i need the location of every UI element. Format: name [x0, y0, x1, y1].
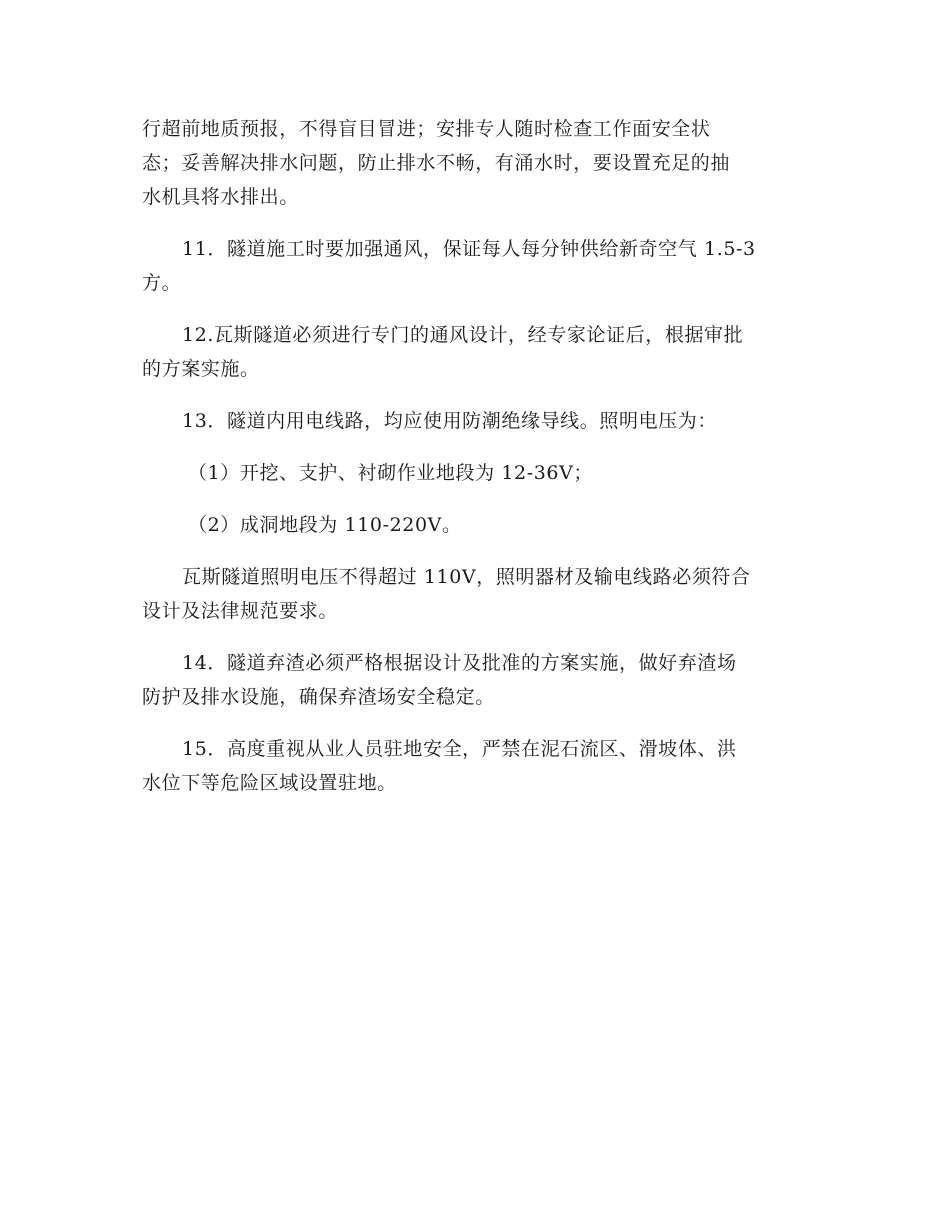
- paragraph-item-14: [142, 646, 812, 714]
- paragraph-item-11: [142, 232, 812, 300]
- text-line: 水机具将水排出。: [142, 186, 299, 208]
- text-line: （1）开挖、支护、衬砌作业地段为 12-36V；: [188, 462, 594, 484]
- text-line: 设计及法律规范要求。: [142, 600, 339, 622]
- text-line: 方。: [142, 272, 182, 294]
- text-line: 态；妥善解决排水问题，防止排水不畅，有涌水时，要设置充足的抽: [142, 152, 731, 174]
- text-line: 瓦斯隧道照明电压不得超过 110V，照明器材及输电线路必须符合: [182, 566, 751, 588]
- paragraph-continued: [142, 112, 812, 214]
- text-line: 水位下等危险区域设置驻地。: [142, 772, 397, 794]
- text-line: 14．隧道弃渣必须严格根据设计及批准的方案实施，做好弃渣场: [182, 652, 737, 674]
- text-line: 13．隧道内用电线路，均应使用防潮绝缘导线。照明电压为：: [182, 410, 717, 432]
- document-body: [142, 112, 812, 800]
- paragraph-item-13-sub-2: [142, 508, 812, 542]
- text-line: 15．高度重视从业人员驻地安全，严禁在泥石流区、滑坡体、洪: [182, 738, 737, 760]
- text-line: （2）成洞地段为 110-220V。: [188, 514, 462, 536]
- text-line: 防护及排水设施，确保弃渣场安全稳定。: [142, 686, 495, 708]
- paragraph-item-13: [142, 404, 812, 438]
- paragraph-item-13-note: [142, 560, 812, 628]
- text-line: 12.瓦斯隧道必须进行专门的通风设计，经专家论证后，根据审批: [182, 324, 744, 346]
- text-line: 的方案实施。: [142, 358, 260, 380]
- text-line: 行超前地质预报，不得盲目冒进；安排专人随时检查工作面安全状: [142, 118, 711, 140]
- paragraph-item-12: [142, 318, 812, 386]
- paragraph-item-15: [142, 732, 812, 800]
- paragraph-item-13-sub-1: [142, 456, 812, 490]
- text-line: 11．隧道施工时要加强通风，保证每人每分钟供给新奇空气 1.5-3: [182, 238, 756, 260]
